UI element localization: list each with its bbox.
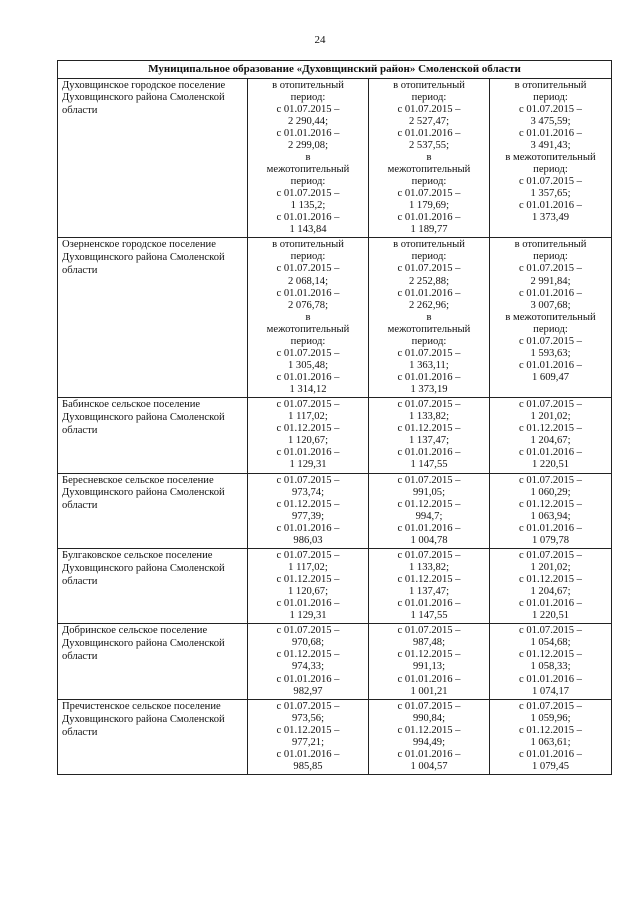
tariff-line: с 01.07.2015 – [276, 700, 340, 712]
table-row [58, 398, 612, 473]
tariff-line: с 01.01.2016 – [519, 447, 582, 459]
tariff-line: 986,03 [293, 534, 323, 546]
tariff-line: период: [411, 176, 447, 188]
tariff-line: 1 129,31 [289, 610, 327, 622]
tariff-line: 2 527,47; [408, 115, 450, 127]
table-row [58, 473, 612, 548]
tariff-line: 1 133,82; [408, 411, 450, 423]
tariff-line: 1 079,78 [531, 534, 570, 546]
tariff-line: 2 076,78; [287, 299, 329, 311]
tariff-cell [490, 548, 612, 623]
tariff-line: с 01.07.2015 – [397, 263, 461, 275]
tariff-line: 977,21; [291, 736, 325, 748]
tariff-line: с 01.07.2015 – [276, 399, 340, 411]
tariff-line: в отопительный [514, 79, 587, 91]
tariff-line: период: [533, 251, 568, 263]
tariff-line: с 01.01.2016 – [519, 673, 582, 685]
tariff-line: 1 220,51 [531, 610, 570, 622]
tariff-line: с 01.01.2016 – [276, 748, 340, 760]
tariff-cell [369, 238, 490, 398]
tariff-line: 1 305,48; [287, 359, 329, 371]
tariff-line: период: [411, 91, 447, 103]
tariff-line: с 01.07.2015 – [397, 474, 461, 486]
tariff-cell [490, 78, 612, 238]
tariff-line: с 01.01.2016 – [519, 287, 582, 299]
tariff-line: период: [290, 335, 326, 347]
tariff-line: с 01.01.2016 – [519, 200, 582, 212]
tariff-line: с 01.01.2016 – [276, 287, 340, 299]
tariff-line: межотопительный [387, 323, 471, 335]
table-row [58, 78, 612, 238]
tariff-line: с 01.12.2015 – [519, 423, 582, 435]
tariff-line: с 01.01.2016 – [276, 447, 340, 459]
tariff-line: 1 004,57 [410, 760, 448, 772]
tariff-cell [248, 624, 369, 699]
tariff-line: межотопительный [266, 163, 350, 175]
tariff-line: 973,74; [291, 486, 325, 498]
tariff-line: с 01.12.2015 – [397, 498, 461, 510]
tariff-line: с 01.12.2015 – [519, 498, 582, 510]
tariff-line: 2 252,88; [408, 275, 450, 287]
table-header-row [58, 61, 612, 79]
tariff-line: 2 068,14; [287, 275, 329, 287]
tariff-line: с 01.07.2015 – [276, 263, 340, 275]
tariff-line: 1 373,49 [531, 212, 570, 224]
tariff-line: с 01.01.2016 – [519, 748, 582, 760]
settlement-name: Духовщинское городское поселение Духовщинского района Смоленской области [58, 78, 248, 238]
tariff-line: с 01.07.2015 – [276, 347, 340, 359]
tariff-line: в отопительный [514, 239, 587, 251]
tariff-line: в [305, 311, 311, 323]
tariff-line: 1 143,84 [289, 224, 327, 236]
tariff-line: 1 060,29; [530, 486, 571, 498]
tariff-line: в отопительный [272, 79, 344, 91]
table-header: Муниципальное образование «Духовщинский район» Смоленской области [58, 61, 612, 79]
settlement-name: Пречистенское сельское поселение Духовщинского района Смоленской области [58, 699, 248, 774]
tariff-cell [248, 398, 369, 473]
tariff-line: с 01.07.2015 – [519, 700, 582, 712]
tariff-line: 1 593,63; [530, 347, 571, 359]
tariff-line: с 01.12.2015 – [519, 649, 582, 661]
tariff-line: период: [533, 323, 568, 335]
tariff-line: межотопительный [387, 163, 471, 175]
tariff-line: 1 129,31 [289, 459, 327, 471]
tariff-line: 1 189,77 [410, 224, 448, 236]
tariff-line: с 01.12.2015 – [397, 724, 461, 736]
tariff-cell [490, 238, 612, 398]
tariff-line: с 01.07.2015 – [276, 103, 340, 115]
tariff-line: период: [290, 91, 326, 103]
tariff-line: с 01.01.2016 – [276, 212, 340, 224]
tariff-line: в межотопительный [505, 311, 596, 323]
tariff-line: 1 314,12 [289, 384, 327, 396]
tariff-line: 990,84; [412, 712, 446, 724]
tariff-line: с 01.07.2015 – [276, 549, 340, 561]
page-number: 24 [314, 34, 326, 46]
tariff-line: 1 201,02; [530, 561, 571, 573]
tariff-line: 1 063,94; [530, 510, 571, 522]
tariff-line: период: [411, 335, 447, 347]
tariff-cell [248, 548, 369, 623]
tariff-line: 1 133,82; [408, 561, 450, 573]
tariff-line: 2 991,84; [530, 275, 571, 287]
tariff-line: 1 201,02; [530, 411, 571, 423]
tariff-line: 1 204,67; [530, 586, 571, 598]
tariff-line: с 01.07.2015 – [519, 625, 582, 637]
tariff-line: с 01.12.2015 – [276, 498, 340, 510]
tariff-line: 1 074,17 [531, 685, 570, 697]
tariff-line: с 01.12.2015 – [397, 423, 461, 435]
tariff-cell [248, 473, 369, 548]
tariff-line: в [305, 151, 311, 163]
tariff-line: в [426, 311, 432, 323]
tariff-line: 1 058,33; [530, 661, 571, 673]
tariff-line: 1 120,67; [287, 586, 329, 598]
tariff-line: с 01.07.2015 – [276, 188, 340, 200]
tariff-line: 991,13; [412, 661, 446, 673]
tariff-line: с 01.07.2015 – [519, 176, 582, 188]
tariff-cell [369, 398, 490, 473]
tariff-line: 1 001,21 [410, 685, 448, 697]
tariff-line: с 01.01.2016 – [397, 598, 461, 610]
tariff-line: с 01.07.2015 – [519, 474, 582, 486]
tariff-line: с 01.01.2016 – [397, 372, 461, 384]
tariff-line: с 01.01.2016 – [397, 522, 461, 534]
tariff-cell [490, 473, 612, 548]
tariff-line: 1 059,96; [530, 712, 571, 724]
tariff-cell [490, 624, 612, 699]
tariff-line: с 01.01.2016 – [397, 673, 461, 685]
tariff-line: 991,05; [412, 486, 446, 498]
tariff-line: 2 299,08; [287, 139, 329, 151]
tariff-line: период: [290, 251, 326, 263]
tariff-line: с 01.07.2015 – [519, 335, 582, 347]
tariff-line: 1 609,47 [531, 372, 570, 384]
table-row [58, 238, 612, 398]
tariff-cell [490, 398, 612, 473]
tariff-line: с 01.01.2016 – [519, 359, 582, 371]
tariff-line: с 01.12.2015 – [519, 724, 582, 736]
tariff-line: с 01.01.2016 – [397, 287, 461, 299]
tariff-line: период: [411, 251, 447, 263]
settlement-name: Добринское сельское поселение Духовщинского района Смоленской области [58, 624, 248, 699]
tariff-cell [369, 624, 490, 699]
tariff-line: с 01.12.2015 – [519, 574, 582, 586]
tariff-line: с 01.01.2016 – [276, 372, 340, 384]
tariff-line: 1 357,65; [530, 188, 571, 200]
tariff-line: 1 117,02; [288, 561, 328, 573]
tariff-line: с 01.01.2016 – [397, 748, 461, 760]
tariff-line: 973,56; [291, 712, 325, 724]
tariff-line: 970,68; [291, 637, 325, 649]
tariff-line: 2 290,44; [287, 115, 329, 127]
tariff-line: с 01.07.2015 – [397, 700, 461, 712]
tariff-line: с 01.01.2016 – [397, 447, 461, 459]
tariff-cell [369, 699, 490, 774]
settlement-name: Озерненское городское поселение Духовщинского района Смоленской области [58, 238, 248, 398]
tariff-cell [248, 699, 369, 774]
tariff-line: 982,97 [293, 685, 323, 697]
tariff-line: с 01.07.2015 – [397, 399, 461, 411]
tariff-line: с 01.01.2016 – [276, 127, 340, 139]
tariff-line: 994,7; [415, 510, 443, 522]
tariff-line: с 01.12.2015 – [397, 649, 461, 661]
tariff-line: с 01.01.2016 – [397, 212, 461, 224]
tariff-line: 987,48; [412, 637, 446, 649]
tariff-line: 1 373,19 [410, 384, 448, 396]
tariff-line: с 01.07.2015 – [519, 263, 582, 275]
tariff-line: межотопительный [266, 323, 350, 335]
tariff-line: в отопительный [272, 239, 344, 251]
tariff-line: 1 120,67; [287, 435, 329, 447]
tariff-line: с 01.07.2015 – [397, 103, 461, 115]
tariff-line: с 01.12.2015 – [276, 423, 340, 435]
table-row [58, 548, 612, 623]
tariff-cell [248, 238, 369, 398]
tariff-line: с 01.07.2015 – [276, 474, 340, 486]
settlement-name: Бабинское сельское поселение Духовщинского района Смоленской области [58, 398, 248, 473]
tariff-line: с 01.07.2015 – [519, 549, 582, 561]
table-row [58, 699, 612, 774]
table-row [58, 624, 612, 699]
tariff-line: 994,49; [412, 736, 446, 748]
tariff-line: 1 147,55 [410, 459, 448, 471]
tariff-line: 2 537,55; [408, 139, 450, 151]
tariff-line: с 01.07.2015 – [397, 347, 461, 359]
tariff-line: 1 054,68; [530, 637, 571, 649]
tariff-line: в отопительный [393, 239, 465, 251]
tariff-line: с 01.01.2016 – [519, 522, 582, 534]
tariff-line: 1 363,11; [409, 359, 449, 371]
tariff-line: в межотопительный [505, 151, 596, 163]
tariff-cell [369, 78, 490, 238]
tariff-line: с 01.07.2015 – [397, 549, 461, 561]
tariff-line: 3 475,59; [530, 115, 571, 127]
tariff-line: с 01.01.2016 – [276, 673, 340, 685]
tariff-line: с 01.01.2016 – [276, 598, 340, 610]
tariff-line: 2 262,96; [408, 299, 450, 311]
tariff-line: период: [533, 163, 568, 175]
tariff-cell [248, 78, 369, 238]
tariff-line: в [426, 151, 432, 163]
tariff-line: период: [533, 91, 568, 103]
tariff-line: 1 220,51 [531, 459, 570, 471]
tariff-line: 1 079,45 [531, 760, 570, 772]
tariff-line: с 01.12.2015 – [276, 649, 340, 661]
tariff-line: с 01.01.2016 – [519, 598, 582, 610]
tariff-line: 1 135,2; [290, 200, 326, 212]
tariff-table [57, 60, 612, 775]
tariff-line: с 01.12.2015 – [276, 724, 340, 736]
tariff-cell [490, 699, 612, 774]
tariff-line: в отопительный [393, 79, 465, 91]
tariff-line: с 01.07.2015 – [397, 625, 461, 637]
tariff-line: с 01.12.2015 – [276, 574, 340, 586]
tariff-line: 1 063,61; [530, 736, 571, 748]
tariff-line: с 01.01.2016 – [519, 127, 582, 139]
tariff-line: 985,85 [293, 760, 323, 772]
tariff-line: 1 147,55 [410, 610, 448, 622]
tariff-cell [369, 473, 490, 548]
tariff-line: 1 137,47; [408, 435, 450, 447]
tariff-line: 1 204,67; [530, 435, 571, 447]
tariff-line: с 01.12.2015 – [397, 574, 461, 586]
tariff-line: с 01.07.2015 – [519, 103, 582, 115]
tariff-line: 1 137,47; [408, 586, 450, 598]
tariff-line: с 01.01.2016 – [397, 127, 461, 139]
tariff-line: с 01.07.2015 – [397, 188, 461, 200]
tariff-line: 977,39; [291, 510, 325, 522]
tariff-cell [369, 548, 490, 623]
tariff-line: период: [290, 176, 326, 188]
tariff-line: 3 491,43; [530, 139, 571, 151]
tariff-line: 1 004,78 [410, 534, 448, 546]
settlement-name: Булгаковское сельское поселение Духовщинского района Смоленской области [58, 548, 248, 623]
tariff-line: 974,33; [291, 661, 325, 673]
tariff-line: 3 007,68; [530, 299, 571, 311]
tariff-line: с 01.07.2015 – [276, 625, 340, 637]
tariff-line: 1 179,69; [408, 200, 450, 212]
tariff-line: с 01.01.2016 – [276, 522, 340, 534]
tariff-line: с 01.07.2015 – [519, 399, 582, 411]
settlement-name: Бересневское сельское поселение Духовщинского района Смоленской области [58, 473, 248, 548]
tariff-line: 1 117,02; [288, 411, 328, 423]
table-body [58, 78, 612, 775]
